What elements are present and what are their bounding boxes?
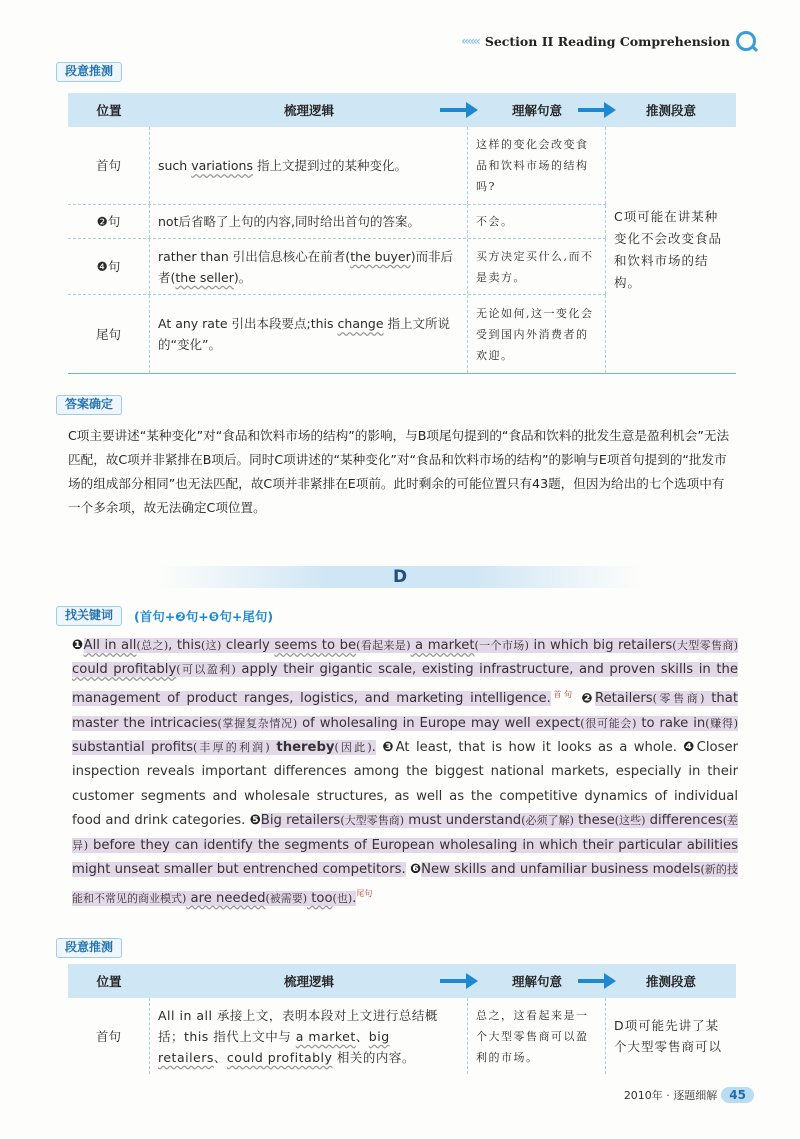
table-row: [68, 295, 606, 373]
text: to rake in: [636, 715, 706, 731]
gloss: (总之): [136, 639, 169, 652]
text: Big retailers: [260, 813, 341, 829]
keyword: change: [337, 316, 384, 331]
sentence-number: ❺: [249, 813, 261, 829]
table-header: [68, 964, 736, 998]
gloss: (掌握复杂情况): [217, 716, 298, 730]
row-meaning: 买方决定买什么,而不是卖方。: [468, 239, 606, 294]
text: in which big retailers: [528, 638, 673, 653]
inference-cell: C项可能在讲某种变化不会改变食品和饮料市场的结构。: [614, 209, 723, 290]
keyword: big retailers: [158, 1028, 390, 1065]
header-logic: 梳理逻辑: [150, 93, 468, 127]
margin-note: 尾句: [356, 889, 373, 899]
text: 相关的内容。: [332, 1049, 415, 1065]
row-logic: not后省略了上句的内容,同时给出首句的答案。: [150, 205, 468, 238]
header-inference: 推测段意: [645, 974, 696, 989]
running-header: [461, 30, 756, 52]
text: New skills and unfamiliar business models: [421, 862, 701, 878]
text: Closer inspection reveals important differences among the biggest national markets, especially in their customer segments and wholesale structures, as well as the competitive dynamics of individual food and drink categories.: [72, 740, 738, 829]
gloss: (也): [332, 891, 353, 905]
table-row: [68, 239, 606, 295]
text: clearly: [221, 638, 275, 653]
sentence-number: ❹: [683, 740, 697, 756]
section-title: Section II Reading Comprehension: [484, 33, 730, 49]
table-row: [68, 205, 606, 239]
answer-paragraph: C项主要讲述“某种变化”对“食品和饮料市场的结构”的影响，与B项尾句提到的“食品和饮料的批发生意是盈利机会”无法匹配，故C项并非紧排在B项后。同时C项讲述的“某种变化”对“食品和饮料市场的结构”的影响与E项首句提到的“批发市场的组成部分相同”也无法匹配，故C项并非紧排在E项前。此时剩余的可能位置只有43题，但因为给出的七个选项中有一个多余项，故无法确定C项位置。: [68, 428, 730, 515]
row-logic: [150, 295, 468, 373]
sentence-number: ❻: [409, 862, 422, 878]
row-meaning: 无论如何,这一变化会受到国内外消费者的欢迎。: [468, 295, 606, 373]
text: 、: [355, 1028, 369, 1044]
text: differences: [645, 813, 723, 829]
header-position: 位置: [96, 103, 122, 118]
footer-text: 2010年 · 逐题细解: [623, 1089, 718, 1102]
row-position: ❷句: [68, 205, 150, 238]
table-header: [68, 93, 736, 127]
text: that master the intricacies: [72, 691, 738, 731]
row-logic: [150, 998, 468, 1074]
gloss: (必须了解): [521, 814, 574, 828]
gloss: (这些): [614, 814, 646, 828]
margin-note: 首句: [550, 689, 575, 699]
header-position: 位置: [96, 974, 122, 989]
keyword: variations: [191, 158, 253, 173]
row-logic: [150, 127, 468, 204]
text: Retailers: [595, 691, 653, 707]
gloss: (看起来是): [356, 639, 411, 652]
text: At any rate 引出本段要点;this: [158, 316, 338, 331]
text: At least, that is how it looks as a whole.: [395, 740, 684, 756]
gloss: (新的技能和不常见的商业模式): [72, 863, 738, 905]
header-inference: 推测段意: [645, 103, 696, 118]
gloss: (一个市场): [474, 639, 529, 652]
text: apply their gigantic scale, existing infrastructure, and proven skills in the management of product ranges, logistics, and marketing intelligence.: [72, 662, 738, 707]
row-position: ❹句: [68, 239, 150, 294]
section-d-banner: [160, 566, 640, 588]
gloss: (可以盈利): [176, 663, 236, 677]
header-logic: 梳理逻辑: [150, 964, 468, 998]
gloss: (丰厚的利润): [192, 741, 270, 755]
answer-tag: 答案确定: [56, 395, 122, 415]
passage-d: [72, 634, 738, 911]
text: substantial profits: [72, 740, 193, 756]
gloss: (这): [200, 639, 222, 652]
gloss: (很可能会): [580, 716, 637, 730]
text: of wholesaling in Europe may well expect: [297, 715, 581, 731]
keyword: the seller: [175, 269, 234, 285]
gloss: (大型零售商): [672, 639, 739, 652]
text: .: [352, 890, 357, 906]
text: .: [371, 740, 376, 756]
row-position: 尾句: [68, 295, 150, 373]
text: rather than 引出信息核心在前者(: [158, 248, 351, 264]
text: 指上文提到过的某种变化。: [253, 158, 407, 173]
text: these: [573, 813, 615, 829]
row-position: 首句: [68, 998, 150, 1074]
keyword: are needed: [186, 890, 266, 906]
keyword: thereby: [269, 740, 335, 756]
paragraph-inference-tag-2: 段意推测: [56, 938, 122, 958]
keyword: All in all: [83, 638, 137, 653]
gloss: (赚得): [705, 716, 738, 730]
row-meaning: 不会。: [468, 205, 606, 238]
sentence-number: ❸: [382, 740, 396, 756]
gloss: (零售商): [652, 692, 705, 706]
table-row: [68, 998, 736, 1074]
text: 、: [213, 1049, 227, 1065]
keyword: a market: [295, 1028, 356, 1044]
text: 指上文所说的“变化”。: [158, 316, 451, 352]
text: All in all 承接上文，表明本段对上文进行总结概括；this 指代上文中与: [158, 1007, 438, 1044]
inference-table-d: [68, 964, 736, 1074]
keyword: too: [307, 890, 333, 906]
keyword: could profitably: [226, 1049, 333, 1065]
gloss: (大型零售商): [340, 814, 405, 828]
text: before they can identify the segments of European wholesaling in which their particular abilities might unseat smaller but entrenched competitors.: [72, 837, 738, 878]
keyword: a market: [410, 638, 475, 653]
gloss: (差异): [72, 814, 739, 852]
header-meaning: 理解句意: [468, 964, 606, 998]
text: must understand: [404, 813, 522, 829]
paragraph-inference-tag: 段意推测: [56, 62, 122, 82]
text: such: [158, 158, 192, 173]
row-position: 首句: [68, 127, 150, 204]
page-number: 45: [721, 1087, 754, 1103]
inference-cell: D项可能先讲了某个大型零售商可以: [614, 1018, 723, 1054]
inference-table-c: [68, 93, 736, 374]
keyword: seems to be: [274, 638, 357, 653]
text: , this: [168, 638, 201, 653]
search-icon: [736, 31, 756, 51]
keywords-line: [56, 606, 273, 626]
chevrons-icon: ‹‹‹‹‹‹: [461, 34, 479, 48]
header-meaning: 理解句意: [468, 93, 606, 127]
row-meaning: 总之，这看起来是一个大型零售商可以盈利的市场。: [468, 998, 606, 1074]
keyword: could profitably: [72, 662, 177, 678]
row-meaning: 这样的变化会改变食品和饮料市场的结构吗?: [468, 127, 606, 204]
keywords-hint: (首句+❷句+❺句+尾句): [134, 609, 274, 624]
page-footer: [624, 1087, 754, 1103]
sentence-number: ❷: [581, 691, 595, 707]
gloss: (被需要): [265, 891, 308, 905]
gloss: (因此): [334, 741, 372, 755]
keyword: the buyer: [350, 248, 411, 264]
section-letter: D: [392, 567, 408, 587]
keywords-tag: 找关键词: [56, 606, 122, 626]
table-row: [68, 127, 606, 205]
row-logic: [150, 239, 468, 294]
text: )。: [233, 269, 252, 285]
sentence-number: ❶: [72, 638, 84, 653]
text: )而非后者(: [158, 248, 454, 285]
